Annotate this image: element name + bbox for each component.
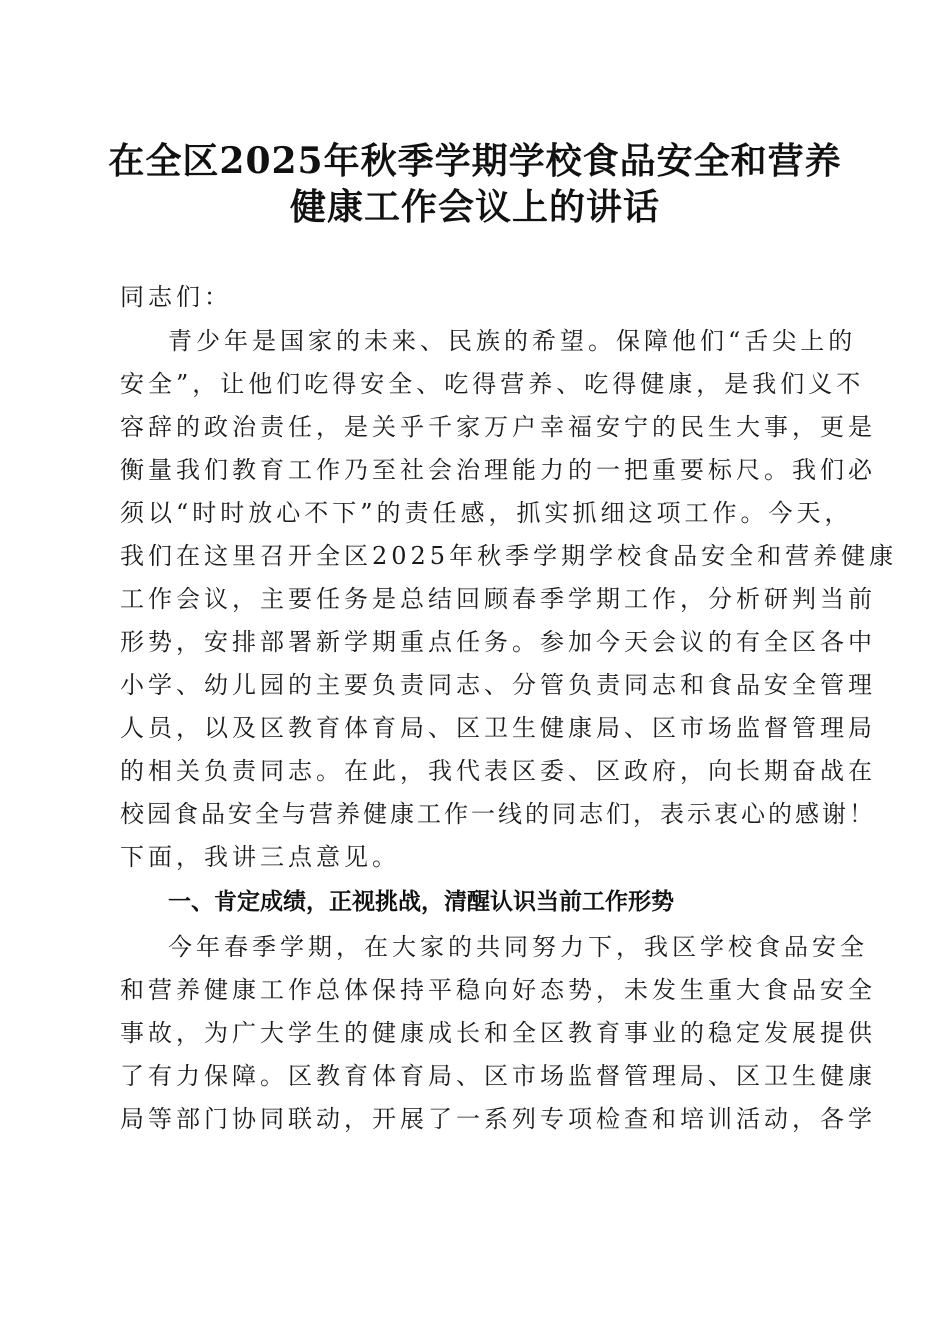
paragraph-2-line: 了有力保障。区教育体育局、区市场监督管理局、区卫生健康 <box>120 1062 876 1090</box>
paragraph-2-line: 局等部门协同联动，开展了一系列专项检查和培训活动，各学 <box>120 1105 876 1133</box>
paragraph-1-line: 须以“时时放心不下”的责任感，抓实抓细这项工作。今天， <box>120 499 853 527</box>
paragraph-1-line: 的相关负责同志。在此，我代表区委、区政府，向长期奋战在 <box>120 757 876 785</box>
paragraph-1-line: 容辞的政治责任，是关乎千家万户幸福安宁的民生大事，更是 <box>120 413 876 441</box>
paragraph-1-line: 下面，我讲三点意见。 <box>120 843 400 871</box>
paragraph-2-line: 和营养健康工作总体保持平稳向好态势，未发生重大食品安全 <box>120 976 876 1004</box>
paragraph-1-line: 我们在这里召开全区2025年秋季学期学校食品安全和营养健康 <box>120 542 898 570</box>
document-title-line-1: 在全区2025年秋季学期学校食品安全和营养 <box>108 140 842 182</box>
paragraph-2-line: 事故，为广大学生的健康成长和全区教育事业的稳定发展提供 <box>120 1019 876 1047</box>
salutation: 同志们： <box>120 283 232 311</box>
paragraph-1-line: 衡量我们教育工作乃至社会治理能力的一把重要标尺。我们必 <box>120 456 876 484</box>
paragraph-1-line: 校园食品安全与营养健康工作一线的同志们，表示衷心的感谢！ <box>120 800 876 828</box>
paragraph-1-line: 青少年是国家的未来、民族的希望。保障他们“舌尖上的 <box>168 327 857 355</box>
document-title-line-2: 健康工作会议上的讲话 <box>289 186 660 228</box>
paragraph-1-line: 形势，安排部署新学期重点任务。参加今天会议的有全区各中 <box>120 628 876 656</box>
paragraph-1-line: 安全”，让他们吃得安全、吃得营养、吃得健康，是我们义不 <box>120 370 865 398</box>
paragraph-2-line: 今年春季学期，在大家的共同努力下，我区学校食品安全 <box>168 933 868 961</box>
paragraph-1-line: 小学、幼儿园的主要负责同志、分管负责同志和食品安全管理 <box>120 671 876 699</box>
paragraph-1-line: 工作会议，主要任务是总结回顾春季学期工作，分析研判当前 <box>120 585 876 613</box>
section-1-heading: 一、肯定成绩，正视挑战，清醒认识当前工作形势 <box>168 889 674 915</box>
paragraph-1-line: 人员，以及区教育体育局、区卫生健康局、区市场监督管理局 <box>120 714 876 742</box>
